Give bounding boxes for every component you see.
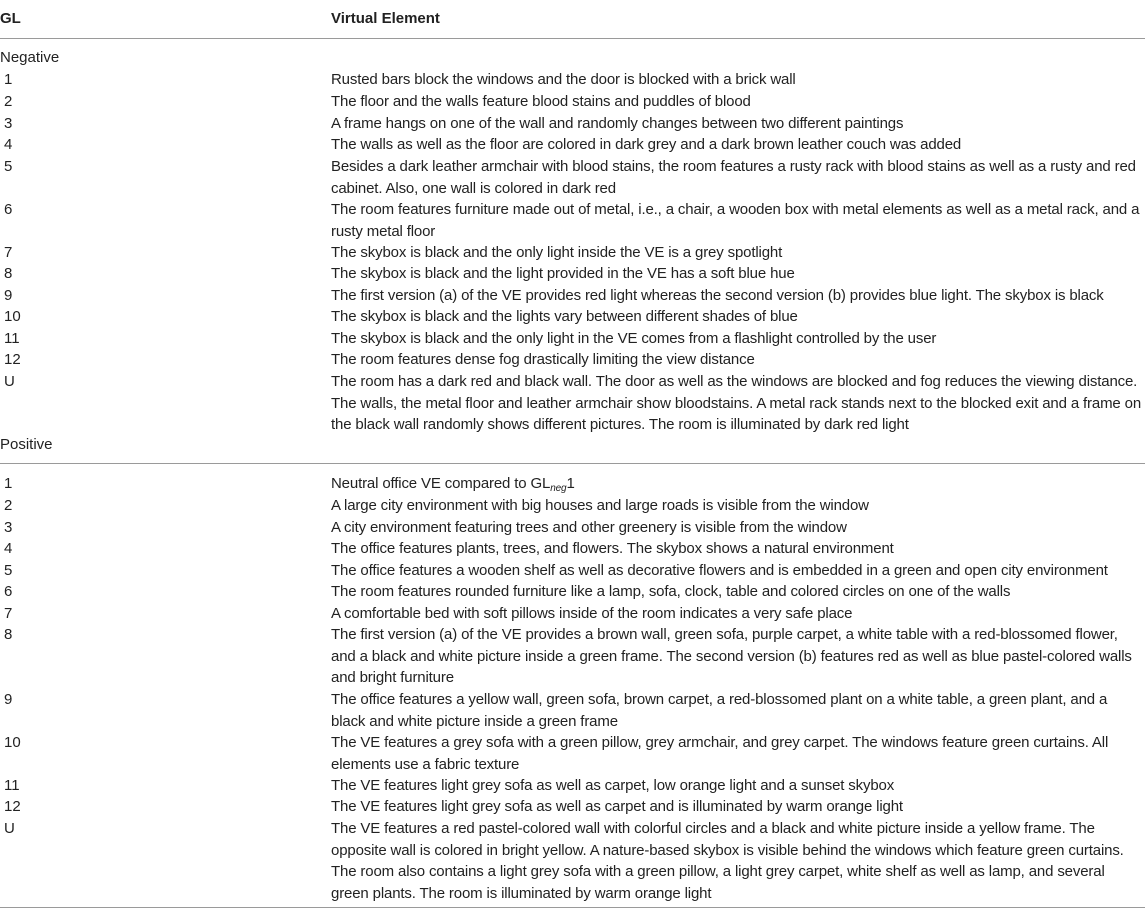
table-header <box>0 0 1145 38</box>
gl-cell: 2 <box>4 93 13 110</box>
gl-cell: 8 <box>4 265 13 282</box>
ve-cell: The first version (a) of the VE provides red light whereas the second version (b) provides blue light. The skybox is black <box>331 287 1104 304</box>
gl-cell: 6 <box>4 201 13 218</box>
ve-cell: The skybox is black and the light provided in the VE has a soft blue hue <box>331 265 795 282</box>
gl-cell: 4 <box>4 136 13 153</box>
ve-subscript: neg <box>550 483 567 494</box>
ve-cell: The skybox is black and the only light inside the VE is a grey spotlight <box>331 244 783 261</box>
ve-cell: The VE features light grey sofa as well as carpet and is illuminated by warm orange light <box>331 798 903 815</box>
ve-cell: The skybox is black and the only light in the VE comes from a flashlight controlled by the user <box>331 330 937 347</box>
section-rule <box>0 463 1145 464</box>
bottom-rule <box>0 907 1145 908</box>
gl-cell: 10 <box>4 734 21 751</box>
gl-cell: U <box>4 373 15 390</box>
ve-cell: The room has a dark red and black wall. The door as well as the windows are blocked and fog reduces the viewing distance. The walls, the metal floor and leather armchair show bloodstains. A metal rack stands next to the blocked exit and a frame on the black wall randomly shows different pictures. The room is illuminated by dark red light <box>331 373 1142 433</box>
section-positive-label: Positive <box>0 436 53 453</box>
gl-cell: 12 <box>4 351 21 368</box>
section-negative-label: Negative <box>0 49 60 66</box>
gl-cell: 10 <box>4 308 21 325</box>
ve-cell: The room features rounded furniture like a lamp, sofa, clock, table and colored circles on one of the walls <box>331 583 1011 600</box>
gl-cell: 11 <box>4 330 20 347</box>
ve-cell: Besides a dark leather armchair with blood stains, the room features a rusty rack with blood stains as well as a rusty and red cabinet. Also, one wall is colored in dark red <box>331 158 1136 197</box>
gl-cell: 6 <box>4 583 13 600</box>
header-virtual-element: Virtual Element <box>331 10 440 27</box>
ve-cell: The walls as well as the floor are colored in dark grey and a dark brown leather couch was added <box>331 136 962 153</box>
ve-cell: A comfortable bed with soft pillows inside of the room indicates a very safe place <box>331 605 853 622</box>
ve-cell: The office features a yellow wall, green sofa, brown carpet, a red-blossomed plant on a white table, a green plant, and a black and white picture inside a green frame <box>331 691 1108 730</box>
ve-cell: The first version (a) of the VE provides a brown wall, green sofa, purple carpet, a white table with a red-blossomed flower, and a black and white picture inside a green frame. The second version (b) features red as well as blue pastel-colored walls and bright furniture <box>331 626 1132 686</box>
gl-cell: 1 <box>4 71 13 88</box>
ve-cell: A large city environment with big houses and large roads is visible from the window <box>331 497 869 514</box>
gl-cell: 3 <box>4 519 13 536</box>
gl-cell: 5 <box>4 562 13 579</box>
ve-cell: A frame hangs on one of the wall and randomly changes between two different paintings <box>331 115 904 132</box>
gl-cell: 9 <box>4 287 13 304</box>
ve-cell: A city environment featuring trees and other greenery is visible from the window <box>331 519 847 536</box>
gl-cell: U <box>4 820 15 837</box>
header-rule <box>0 38 1145 39</box>
ve-cell: The VE features a red pastel-colored wall with colorful circles and a black and white picture inside a yellow frame. The opposite wall is colored in bright yellow. A nature-based skybox is visible behind the windows which feature green curtains. The room also contains a light grey sofa with a green pillow, a light grey carpet, white shelf as well as lamp, and several green plants. The room is illuminated by warm orange light <box>331 820 1124 902</box>
gl-cell: 5 <box>4 158 13 175</box>
ve-cell: The office features a wooden shelf as well as decorative flowers and is embedded in a green and open city environment <box>331 562 1108 579</box>
gl-cell: 7 <box>4 605 13 622</box>
ve-suffix: 1 <box>566 475 575 492</box>
ve-cell: The VE features light grey sofa as well as carpet, low orange light and a sunset skybox <box>331 777 895 794</box>
gl-cell: 11 <box>4 777 20 794</box>
ve-cell: The floor and the walls feature blood stains and puddles of blood <box>331 93 751 110</box>
gl-cell: 12 <box>4 798 21 815</box>
gl-cell: 3 <box>4 115 13 132</box>
ve-prefix: Neutral office VE compared to GL <box>331 475 551 492</box>
ve-cell: The skybox is black and the lights vary between different shades of blue <box>331 308 798 325</box>
gl-cell: 1 <box>4 475 13 492</box>
ve-cell: The room features furniture made out of metal, i.e., a chair, a wooden box with metal elements as well as a metal rack, and a rusty metal floor <box>331 201 1140 240</box>
gl-cell: 2 <box>4 497 13 514</box>
header-gl: GL <box>0 10 21 27</box>
ve-cell: Rusted bars block the windows and the door is blocked with a brick wall <box>331 71 796 88</box>
ve-cell: The room features dense fog drastically limiting the view distance <box>331 351 755 368</box>
gl-cell: 7 <box>4 244 13 261</box>
gl-cell: 8 <box>4 626 13 643</box>
ve-cell: The VE features a grey sofa with a green pillow, grey armchair, and grey carpet. The windows feature green curtains. All elements use a fabric texture <box>331 734 1109 773</box>
gl-cell: 4 <box>4 540 13 557</box>
gl-cell: 9 <box>4 691 13 708</box>
ve-cell: The office features plants, trees, and flowers. The skybox shows a natural environment <box>331 540 894 557</box>
